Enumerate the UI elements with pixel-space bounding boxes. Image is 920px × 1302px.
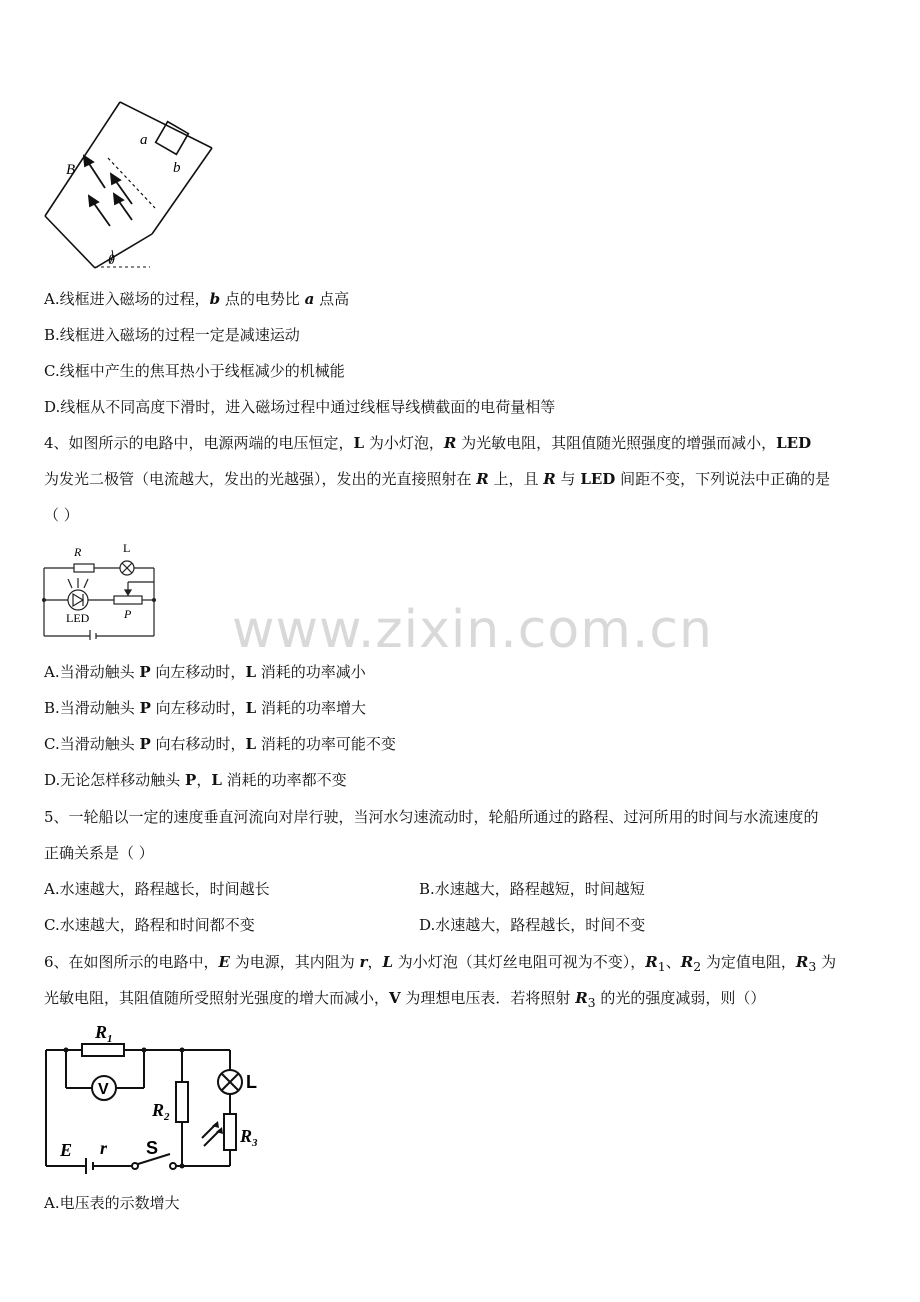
- q4-stem-line1: 4、如图所示的电路中，电源两端的电压恒定，L 为小灯泡，R 为光敏电阻，其阻值随光照强度的增强而减小，LED: [44, 434, 812, 452]
- led-circuit-figure: [38, 538, 162, 640]
- label-b: b: [173, 160, 181, 176]
- label-a: a: [140, 132, 148, 148]
- label-LED: LED: [66, 611, 90, 625]
- q5-option-b: B.水速越大，路程越短，时间越短: [419, 880, 645, 898]
- q5-option-d: D.水速越大，路程越长，时间不变: [419, 916, 646, 934]
- label-R3: $R_3$: [240, 1126, 258, 1149]
- watermark: www.zixin.com.cn: [232, 600, 713, 660]
- q6-circuit-figure: [40, 1018, 276, 1174]
- q4-option-a: A.当滑动触头 P 向左移动时，L 消耗的功率减小: [44, 663, 366, 681]
- q5-option-a: A.水速越大，路程越长，时间越长: [44, 880, 270, 898]
- label-R: R: [74, 545, 82, 559]
- q6-option-a: A.电压表的示数增大: [44, 1194, 180, 1212]
- q3-option-d: D.线框从不同高度下滑时，进入磁场过程中通过线框导线横截面的电荷量相等: [44, 398, 556, 416]
- label-B: B: [66, 162, 76, 178]
- q4-option-c: C.当滑动触头 P 向右移动时，L 消耗的功率可能不变: [44, 735, 396, 753]
- q5-stem-line1: 5、一轮船以一定的速度垂直河流向对岸行驶，当河水匀速流动时，轮船所通过的路程、过河所用的时间与水流速度的: [44, 808, 819, 826]
- label-S: S: [146, 1138, 159, 1158]
- q4-option-d: D.无论怎样移动触头 P，L 消耗的功率都不变: [44, 771, 347, 789]
- label-R2: $R_2$: [152, 1100, 170, 1123]
- q4-stem-line3: （ ）: [44, 506, 79, 524]
- incline-magnetic-field-figure: [40, 96, 220, 272]
- q4-option-b: B.当滑动触头 P 向左移动时，L 消耗的功率增大: [44, 699, 366, 717]
- label-E: E: [60, 1140, 73, 1160]
- q6-stem-line1: 6、在如图所示的电路中，E 为电源，其内阻为 r，L 为小灯泡（其灯丝电阻可视为不变），$R_1$、$R_2$ 为定值电阻，$R_3$ 为: [44, 953, 837, 974]
- label-L: L: [246, 1072, 257, 1092]
- q3-option-b: B.线框进入磁场的过程一定是减速运动: [44, 326, 300, 344]
- label-R1: $R_1$: [95, 1022, 113, 1045]
- q3-option-c: C.线框中产生的焦耳热小于线框减少的机械能: [44, 362, 345, 380]
- q5-option-c: C.水速越大，路程和时间都不变: [44, 916, 255, 934]
- label-V: V: [98, 1081, 109, 1098]
- label-L: L: [123, 541, 131, 555]
- label-P: P: [124, 607, 132, 621]
- q6-stem-line2: 光敏电阻，其阻值随所受照射光强度的增大而减小，V 为理想电压表．若将照射 $R_3$ 的光的强度减弱，则（）: [44, 989, 766, 1010]
- q5-stem-line2: 正确关系是（ ）: [44, 844, 154, 862]
- label-theta: θ: [108, 253, 115, 268]
- q4-stem-line2: 为发光二极管（电流越大，发出的光越强），发出的光直接照射在 R 上，且 R 与 LED 间距不变，下列说法中正确的是: [44, 470, 831, 488]
- label-r: r: [100, 1138, 108, 1158]
- q3-option-a: A.线框进入磁场的过程，b 点的电势比 a 点高: [44, 290, 350, 308]
